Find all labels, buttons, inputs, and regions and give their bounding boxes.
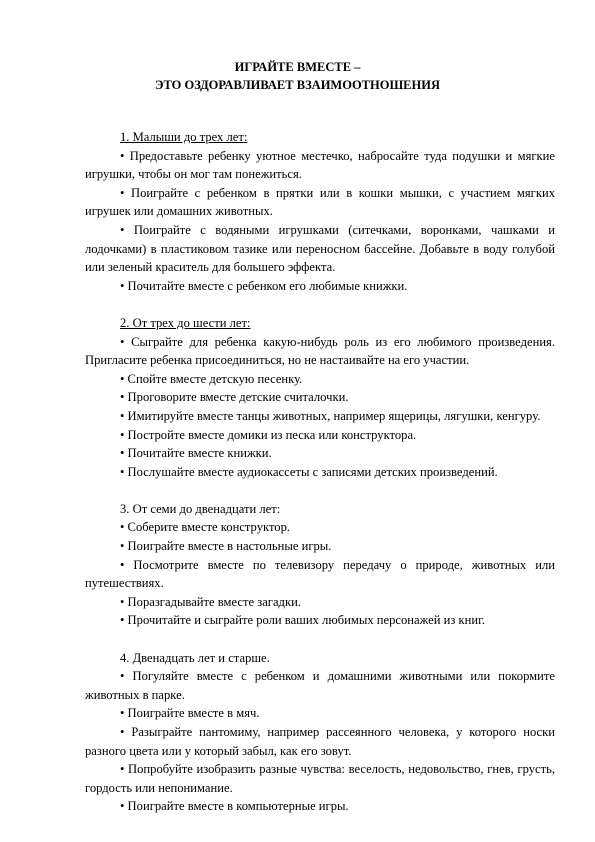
list-item: • Спойте вместе детскую песенку.: [120, 371, 303, 386]
list-item: • Почитайте вместе книжки.: [120, 446, 272, 461]
list-item: • Посмотрите вместе по телевизору передачу о природе, животных или путешествиях.: [85, 557, 555, 591]
section-heading: 1. Малыши до трех лет:: [120, 130, 248, 144]
title-line-1: ИГРАЙТЕ ВМЕСТЕ –: [234, 60, 361, 74]
list-item: • Поиграйте с ребенком в прятки или в кошки мышки, с участием мягких игрушек или домашних животных.: [85, 185, 555, 219]
list-item: • Сыграйте для ребенка какую-нибудь роль из его любимого произведения. Пригласите ребенка присоединиться, но не настаивайте на его участии.: [85, 334, 555, 368]
list-item: • Погуляйте вместе с ребенком и домашними животными или покормите животных в парке.: [85, 669, 555, 702]
section-school-age: [85, 500, 555, 630]
section-teens: [85, 649, 555, 816]
list-item: • Соберите вместе конструктор.: [120, 520, 291, 535]
section-heading: 2. От трех до шести лет:: [120, 315, 251, 330]
section-heading: 3. От семи до двенадцати лет:: [120, 501, 281, 516]
list-item: • Поиграйте вместе в мяч.: [120, 706, 260, 721]
list-item: • Предоставьте ребенку уютное местечко, набросайте туда подушки и мягкие игрушки, чтобы он мог там понежиться.: [85, 148, 555, 182]
section-preschool: [85, 314, 555, 481]
list-item: • Прочитайте и сыграйте роли ваших любимых персонажей из книг.: [120, 613, 485, 628]
list-item: • Почитайте вместе с ребенком его любимые книжки.: [120, 278, 408, 293]
list-item: • Попробуйте изобразить разные чувства: веселость, недовольство, гнев, грусть, гордость или непонимание.: [85, 762, 555, 795]
list-item: • Разыграйте пантомиму, например рассеянного человека, у которого носки разного цвета или у который забыл, как его зовут.: [85, 725, 555, 758]
list-item: • Послушайте вместе аудиокассеты с записями детских произведений.: [120, 464, 498, 479]
section-heading: 4. Двенадцать лет и старше.: [120, 650, 270, 665]
list-item: • Проговорите вместе детские считалочки.: [120, 390, 349, 405]
list-item: • Постройте вместе домики из песка или конструктора.: [120, 427, 417, 442]
section-toddlers: [85, 128, 555, 295]
list-item: • Поиграйте вместе в компьютерные игры.: [120, 799, 349, 814]
list-item: • Поиграйте вместе в настольные игры.: [120, 539, 332, 554]
document-body: [85, 128, 555, 835]
list-item: • Имитируйте вместе танцы животных, например ящерицы, лягушки, кенгуру.: [120, 408, 541, 423]
list-item: • Поиграйте с водяными игрушками (ситечками, воронками, чашками и лодочками) в пластиковом тазике или переносном бассейне. Добавьте в воду голубой или зеленый краситель для большего эффекта.: [85, 222, 555, 275]
list-item: • Поразгадывайте вместе загадки.: [120, 594, 301, 609]
title-line-2: ЭТО ОЗДОРАВЛИВАЕТ ВЗАИМООТНОШЕНИЯ: [155, 78, 440, 92]
